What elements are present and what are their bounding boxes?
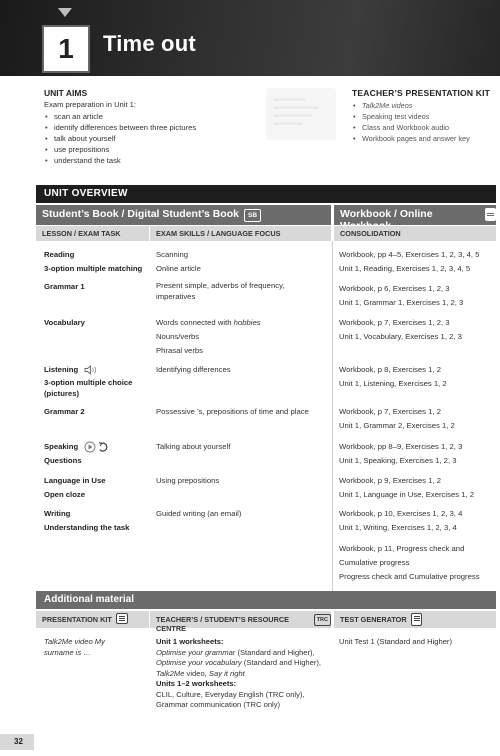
tpk-heading: TEACHER’S PRESENTATION KIT [352,88,491,98]
unit-number: 1 [58,33,74,64]
consolidation-cell: Workbook, p 7, Exercises 1, 2, 3 Unit 1, Vocabulary, Exercises 1, 2, 3 [339,318,462,341]
col-head-consolidation: CONSOLIDATION [334,226,496,241]
aims-heading: UNIT AIMS [44,88,88,98]
skills-cell: Present simple, adverbs of frequency, imperatives [156,281,285,301]
aims-item: • identify differences between three pictures [44,122,274,133]
triangle-marker-icon [58,8,72,17]
presentation-kit-cell: Talk2Me video My surname is … [44,637,105,657]
wb-title: Workbook / Online [340,208,433,220]
skills-cell: Possessive ’s, prepositions of time and place [156,407,309,416]
tpk-item: • Talk2Me videos [352,100,492,111]
consolidation-cell: Workbook, p 9, Exercises 1, 2 Unit 1, Language in Use, Exercises 1, 2 [339,476,475,499]
consolidation-cell: Workbook, p 11, Progress check and Cumulative progress Progress check and Cumulative progress [339,544,480,581]
tpk-item: • Speaking test videos [352,111,492,122]
unit-header [0,0,500,76]
consolidation-cell: Workbook, p 7, Exercises 1, 2 Unit 1, Grammar 2, Exercises 1, 2 [339,407,455,430]
teachers-presentation-kit [352,88,492,144]
skills-cell: Using prepositions [156,476,220,485]
aims-item: • understand the task [44,155,274,166]
sb-title: Student’s Book / Digital Student’s Book [42,208,239,220]
unit-overview-heading: UNIT OVERVIEW [36,185,496,203]
unit-title: Time out [103,31,196,56]
lesson-cell: Grammar 2 [44,407,85,416]
col-head-lesson: LESSON / EXAM TASK [36,226,149,241]
tpk-item: • Workbook pages and answer key [352,133,492,144]
aims-list [44,111,274,166]
trc-badge-icon: TRC [314,614,331,626]
lesson-cell: Speaking Questions [44,440,114,468]
video-play-icon[interactable] [84,441,114,453]
unit-aims [44,88,274,166]
consolidation-cell: Workbook, pp 4–5, Exercises 1, 2, 3, 4, 5 Unit 1, Reading, Exercises 1, 2, 3, 4, 5 [339,250,480,273]
page-number: 32 [0,734,34,750]
consolidation-cell: Workbook, p 6, Exercises 1, 2, 3 Unit 1, Grammar 1, Exercises 1, 2, 3 [339,284,464,307]
tpk-list [352,100,492,144]
lesson-cell: Grammar 1 [44,282,85,291]
workbook-header [334,205,496,225]
column-divider [332,241,333,593]
skills-cell: Talking about yourself [156,442,231,451]
presentation-kit-icon [116,613,128,624]
aims-item: • talk about yourself [44,133,274,144]
sb-badge-icon: SB [244,209,261,222]
lesson-cell: Reading 3-option multiple matching [44,250,143,273]
lesson-cell: Listening 3-option multiple choice (pictures) [44,365,133,398]
consolidation-cell: Workbook, p 10, Exercises 1, 2, 3, 4 Unit 1, Writing, Exercises 1, 2, 3, 4 [339,509,463,532]
aims-item: • scan an article [44,111,274,122]
document-watermark-icon [262,84,340,144]
lesson-cell: Language in Use Open cloze [44,476,106,499]
col-head-skills: EXAM SKILLS / LANGUAGE FOCUS [150,226,331,241]
skills-cell: Words connected with hobbies Nouns/verbs Phrasal verbs [156,318,261,355]
test-generator-cell: Unit Test 1 (Standard and Higher) [339,637,452,646]
skills-cell: Guided writing (an email) [156,509,242,518]
col-head-presentation-kit: PRESENTATION KIT [36,611,149,628]
test-generator-icon [411,613,422,626]
tpk-item: • Class and Workbook audio [352,122,492,133]
lesson-cell: Vocabulary [44,318,85,327]
col-head-resource-centre: TEACHER’S / STUDENT’S RESOURCE CENTRE TRC [150,611,331,628]
skills-cell: Identifying differences [156,365,231,374]
resource-centre-cell: Unit 1 worksheets: Optimise your grammar (Standard and Higher), Optimise your vocabulary (Standard and Higher), Talk2Me video, Say it right Units 1–2 worksheets: CLIL, Culture, Everyday English (TRC only), Grammar communication (TRC only) [156,637,322,709]
students-book-header [36,205,331,225]
online-workbook-icon [485,208,496,221]
aims-intro: Exam preparation in Unit 1: [44,100,137,109]
unit-number-box [42,25,90,73]
col-head-test-generator: TEST GENERATOR [334,611,496,628]
lesson-cell: Writing Understanding the task [44,509,130,532]
consolidation-cell: Workbook, pp 8–9, Exercises 1, 2, 3 Unit 1, Speaking, Exercises 1, 2, 3 [339,442,463,465]
audio-speaker-icon[interactable] [84,365,97,375]
aims-item: • use prepositions [44,144,274,155]
additional-material-heading: Additional material [36,591,496,609]
consolidation-cell: Workbook, p 8, Exercises 1, 2 Unit 1, Listening, Exercises 1, 2 [339,365,447,388]
skills-cell: Scanning Online article [156,250,201,273]
